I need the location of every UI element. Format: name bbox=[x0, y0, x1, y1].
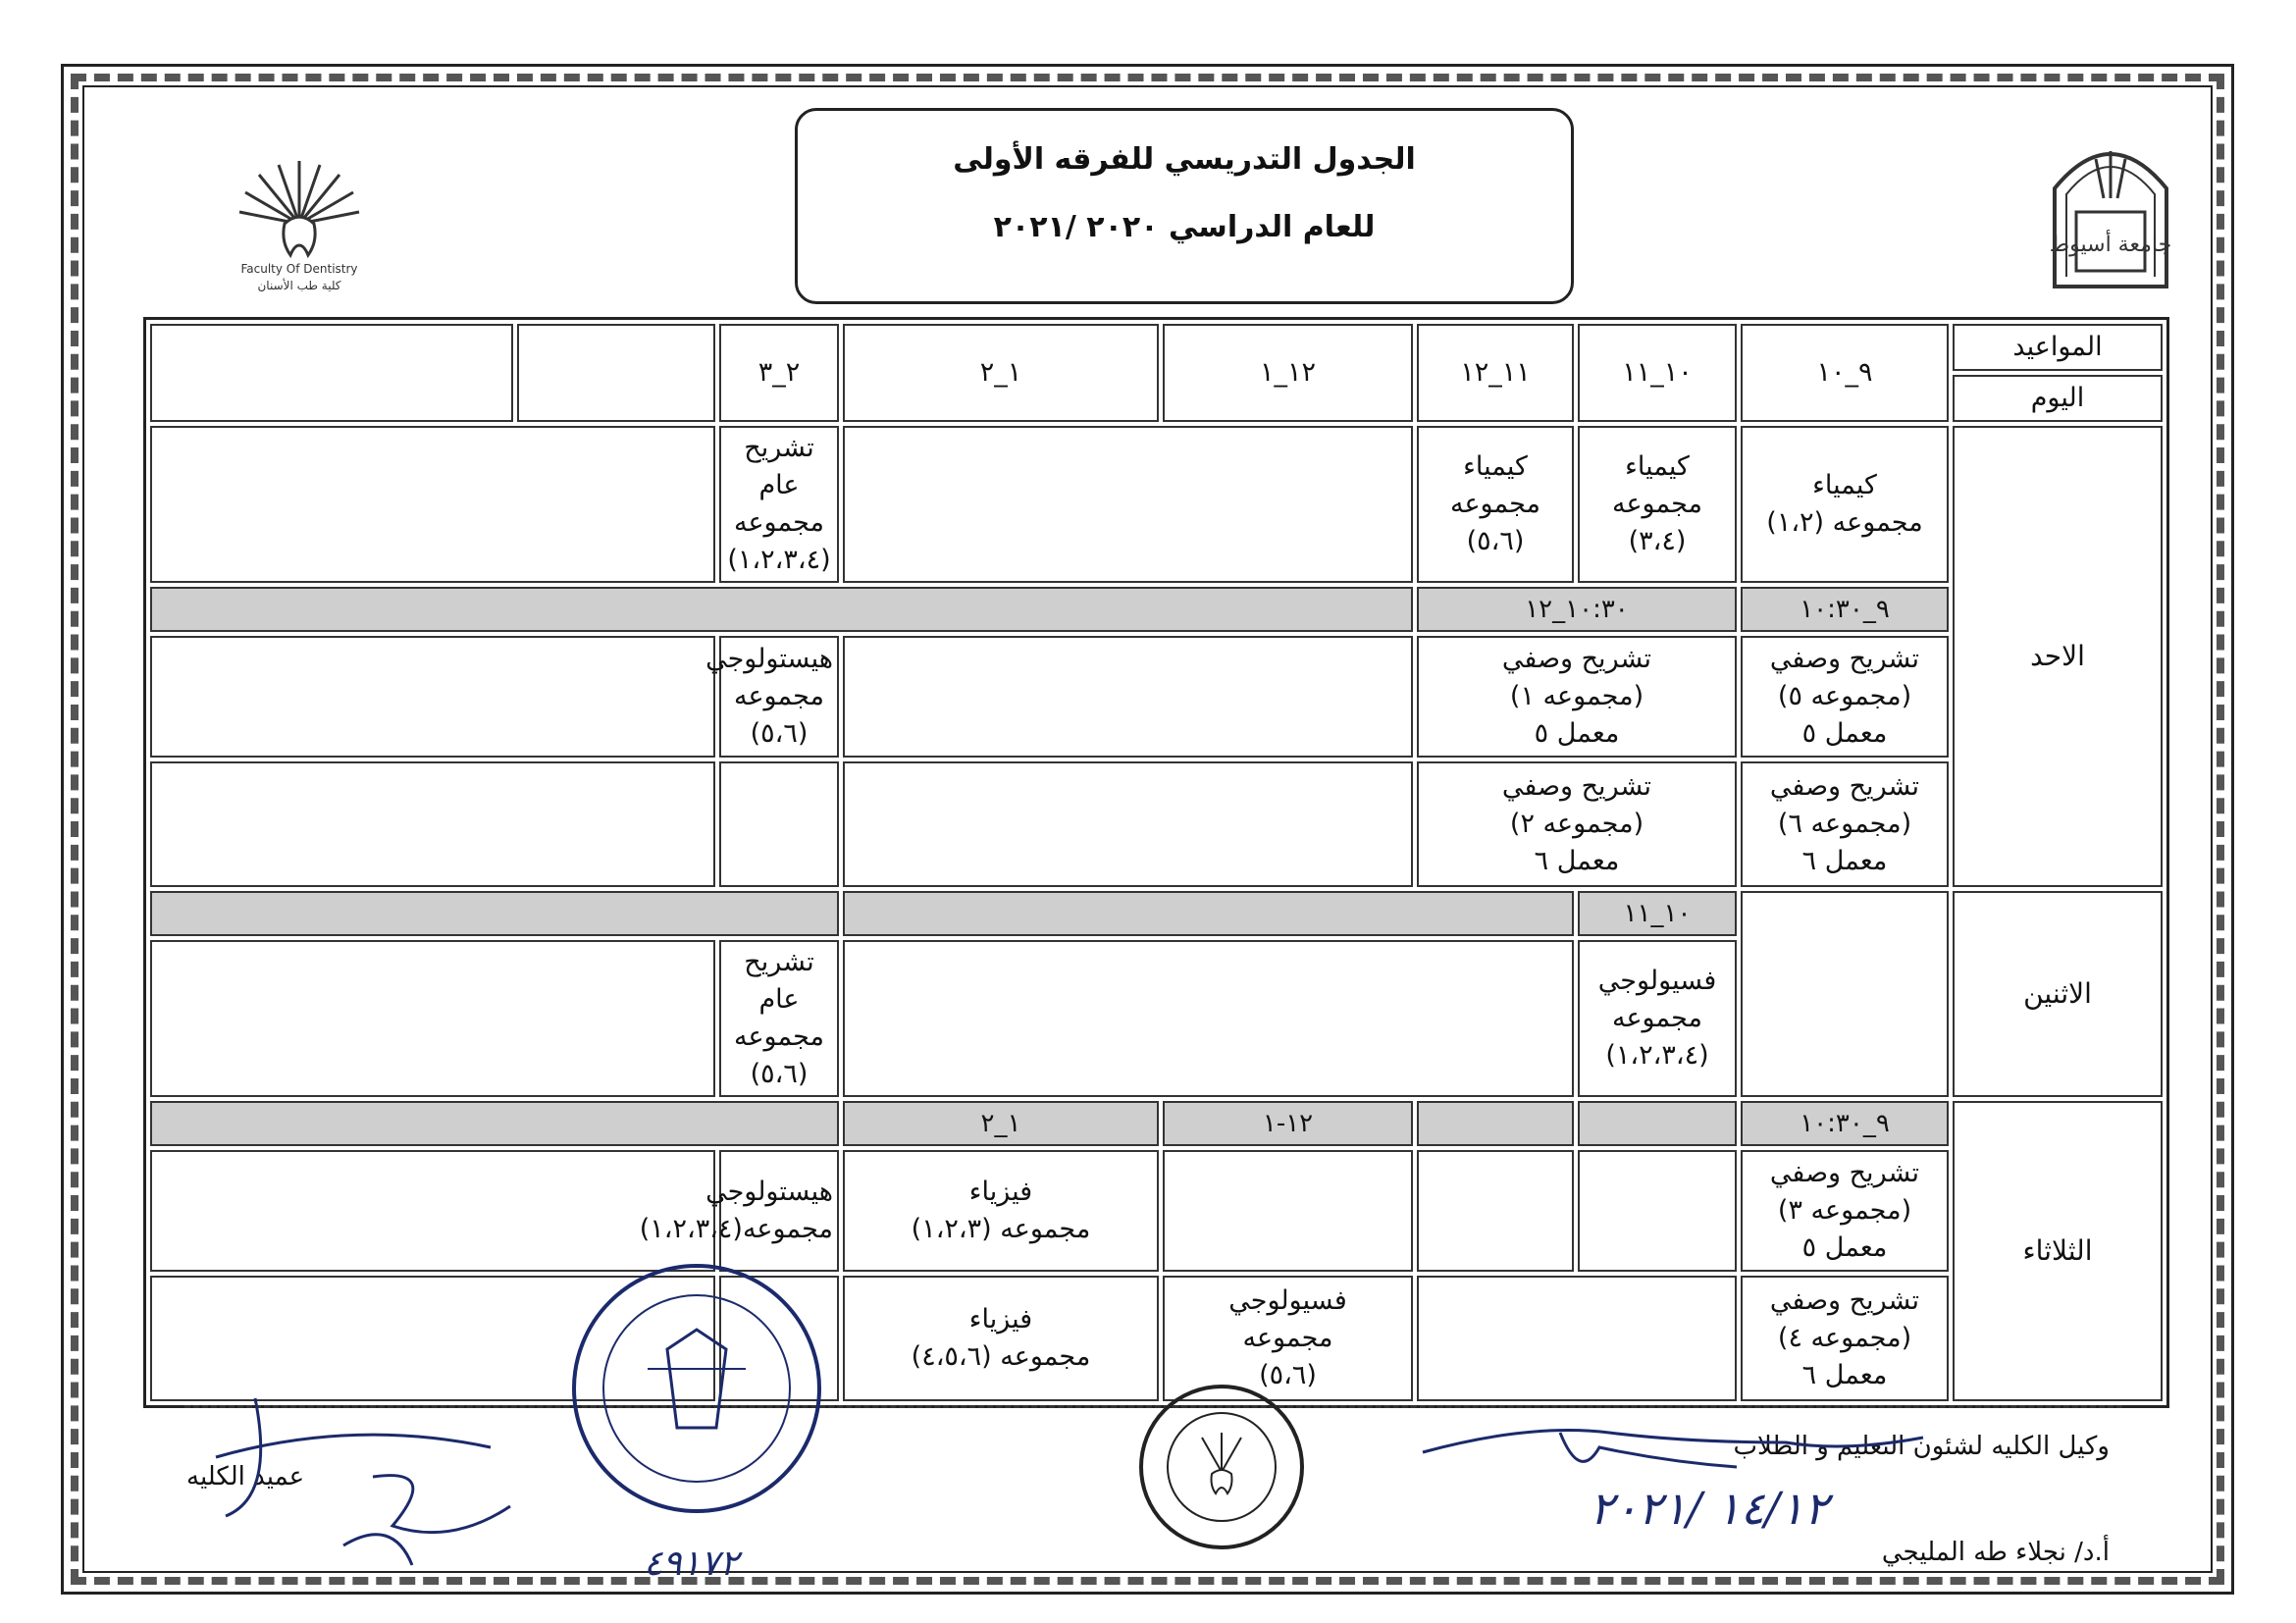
cell-line: مجموعه (٤،٥،٦) bbox=[911, 1341, 1091, 1372]
cell-line: معمل ٥ bbox=[1801, 718, 1888, 749]
cell-line: فيزياء bbox=[968, 1304, 1033, 1335]
cell-mon-10-11 bbox=[1578, 940, 1737, 1097]
dean-title: عميد الكليه bbox=[186, 1462, 305, 1492]
cell-line: مجموعه (٣،٤) bbox=[1611, 489, 1703, 556]
cell-line: معمل ٥ bbox=[1534, 718, 1620, 749]
cell-sun-r1-blank bbox=[150, 426, 715, 583]
cell-line: هيستولوجي bbox=[705, 1177, 833, 1207]
vice-dean-title: وكيل الكليه لشئون التعليم و الطلاب bbox=[1733, 1432, 2110, 1461]
band-sun-1030-12: ١٠:٣٠_١٢ bbox=[1417, 587, 1737, 632]
cell-line: معمل ٦ bbox=[1801, 846, 1888, 876]
cell-line: معمل ٦ bbox=[1801, 1360, 1888, 1390]
cell-tue-r2-10-12 bbox=[1417, 1276, 1737, 1401]
cell-line: مجموعه bbox=[1449, 489, 1541, 519]
header-time-blank-2 bbox=[150, 324, 513, 422]
cell-line: فيزياء bbox=[968, 1177, 1033, 1207]
cell-tue-r2-1-2 bbox=[843, 1276, 1159, 1401]
cell-sun-r1-9-10 bbox=[1741, 426, 1949, 583]
day-tuesday: الثلاثاء bbox=[1953, 1101, 2163, 1401]
cell-sun-r1-2-3 bbox=[719, 426, 839, 583]
cell-line: كيمياء bbox=[1812, 470, 1877, 500]
day-sunday: الاحد bbox=[1953, 426, 2163, 887]
cell-sun-r1-12-2 bbox=[843, 426, 1413, 583]
cell-line: تشريح وصفي bbox=[1501, 644, 1652, 674]
vice-dean-name: أ.د/ نجلاء طه المليجي bbox=[1881, 1538, 2110, 1567]
logo-caption-ar: كلية طب الأسنان bbox=[257, 279, 341, 292]
cell-line: تشريح وصفي bbox=[1769, 644, 1920, 674]
cell-line: (٥،٦) bbox=[1259, 1360, 1317, 1390]
cell-line: مجموعه (١،٢) bbox=[1766, 507, 1923, 538]
university-logo-text: جامعة أسيوط bbox=[2049, 233, 2172, 257]
cell-line: تشريح عام bbox=[744, 433, 814, 500]
cell-sun-r1-10-11 bbox=[1578, 426, 1737, 583]
cell-mon-blank bbox=[150, 940, 715, 1097]
band-tue-11-12 bbox=[1417, 1101, 1574, 1146]
header-time-2-3: ٢_٣ bbox=[719, 324, 839, 422]
band-mon-mid bbox=[843, 891, 1574, 936]
cell-line: (مجموعه ٤) bbox=[1777, 1323, 1912, 1353]
header-time-9-10: ٩_١٠ bbox=[1741, 324, 1949, 422]
cell-line: مجموعه (٥،٦) bbox=[733, 1021, 825, 1089]
cell-line: مجموعه bbox=[1242, 1323, 1333, 1353]
cell-line: مجموعه (١،٢،٣) bbox=[911, 1214, 1091, 1244]
cell-line: (مجموعه ٦) bbox=[1777, 809, 1912, 839]
cell-line: مجموعه (١،٢،٣،٤) bbox=[727, 507, 831, 575]
academic-year: للعام الدراسي ٢٠٢٠ /٢٠٢١ bbox=[993, 210, 1376, 244]
cell-mon-2-3 bbox=[719, 940, 839, 1097]
cell-line: تشريح وصفي bbox=[1769, 1158, 1920, 1188]
cell-tue-r1-blank bbox=[150, 1150, 715, 1272]
cell-line: كيمياء bbox=[1463, 451, 1528, 482]
logo-caption-en: Faculty Of Dentistry bbox=[240, 262, 358, 276]
handwritten-date: ١٤/١٢ /٢٠٢١ bbox=[1590, 1482, 1829, 1535]
cell-sun-r3-2-3 bbox=[719, 761, 839, 887]
cell-line: (مجموعه ٥) bbox=[1777, 681, 1912, 711]
header-time-11-12: ١١_١٢ bbox=[1417, 324, 1574, 422]
cell-sun-r2-2-3 bbox=[705, 636, 839, 758]
cell-tue-r1-11-12 bbox=[1417, 1150, 1574, 1272]
band-tue-1-2: ١_٢ bbox=[843, 1101, 1159, 1146]
official-faculty-stamp bbox=[1138, 1384, 1305, 1550]
header-time-blank-1 bbox=[517, 324, 715, 422]
cell-line: تشريح وصفي bbox=[1769, 1285, 1920, 1316]
cell-line: مجموعه bbox=[1611, 1003, 1703, 1033]
cell-line: تشريح وصفي bbox=[1769, 771, 1920, 802]
schedule-table bbox=[143, 317, 2169, 1408]
band-sun-9-1030: ٩_١٠:٣٠ bbox=[1741, 587, 1949, 632]
cell-sun-r2-12-2 bbox=[843, 636, 1413, 758]
cell-line: تشريح وصفي bbox=[1501, 771, 1652, 802]
cell-sun-r2-1030-12 bbox=[1417, 636, 1737, 758]
cell-line: معمل ٦ bbox=[1534, 846, 1620, 876]
cell-line: معمل ٥ bbox=[1801, 1232, 1888, 1263]
cell-sun-r2-blank bbox=[150, 636, 715, 758]
band-tue-rest bbox=[150, 1101, 839, 1146]
header-time-1-2: ١_٢ bbox=[843, 324, 1159, 422]
cell-line: (مجموعه ١) bbox=[1509, 681, 1644, 711]
header-time-10-11: ١٠_١١ bbox=[1578, 324, 1737, 422]
cell-line: (٥،٦) bbox=[1466, 526, 1525, 556]
band-tue-9-1030: ٩_١٠:٣٠ bbox=[1741, 1101, 1949, 1146]
cell-tue-r1-1-2 bbox=[843, 1150, 1159, 1272]
cell-sun-r2-9-1030 bbox=[1741, 636, 1949, 758]
cell-sun-r3-blank bbox=[150, 761, 715, 887]
cell-line: (مجموعه ٢) bbox=[1509, 809, 1644, 839]
cell-line: فسيولوجي bbox=[1228, 1285, 1347, 1316]
cell-tue-r1-12-1 bbox=[1163, 1150, 1413, 1272]
cell-line: هيستولوجي bbox=[705, 644, 833, 674]
dean-signature-icon bbox=[196, 1379, 520, 1575]
cell-line: تشريح عام bbox=[744, 947, 814, 1015]
cell-sun-r3-1030-12 bbox=[1417, 761, 1737, 887]
cell-sun-r3-12-2 bbox=[843, 761, 1413, 887]
cell-line: مجموعه (٥،٦) bbox=[733, 681, 825, 749]
cell-tue-r1-9-1030 bbox=[1741, 1150, 1949, 1272]
title-box bbox=[795, 108, 1574, 304]
header-day-label: اليوم bbox=[1953, 375, 2163, 422]
band-sun-rest bbox=[150, 587, 1413, 632]
band-tue-10-11 bbox=[1578, 1101, 1737, 1146]
vice-dean-signature-icon bbox=[1413, 1413, 1943, 1492]
cell-line: (مجموعه ٣) bbox=[1777, 1195, 1912, 1226]
cell-sun-r3-9-1030 bbox=[1741, 761, 1949, 887]
cell-tue-r1-10-11 bbox=[1578, 1150, 1737, 1272]
page-title: الجدول التدريسي للفرقه الأولى bbox=[953, 142, 1416, 177]
cell-line: (١،٢،٣،٤) bbox=[1605, 1040, 1709, 1071]
cell-line: كيمياء bbox=[1625, 451, 1690, 482]
cell-tue-r2-9-1030 bbox=[1741, 1276, 1949, 1401]
cell-mon-9-10 bbox=[1741, 891, 1949, 1097]
band-mon-rest bbox=[150, 891, 839, 936]
cell-sun-r1-11-12 bbox=[1417, 426, 1574, 583]
cell-line: مجموعه(١،٢،٣،٤) bbox=[639, 1214, 833, 1244]
cell-line: فسيولوجي bbox=[1597, 966, 1717, 996]
header-time-12-1: ١٢_١ bbox=[1163, 324, 1413, 422]
faculty-of-dentistry-logo bbox=[222, 147, 377, 296]
assiut-university-logo bbox=[2047, 130, 2174, 288]
cell-mon-11-2 bbox=[843, 940, 1574, 1097]
student-affairs-stamp bbox=[569, 1261, 824, 1516]
header-times-label: المواعيد bbox=[1953, 324, 2163, 371]
band-mon-10-11: ١٠_١١ bbox=[1578, 891, 1737, 936]
day-monday: الاثنين bbox=[1953, 891, 2163, 1097]
band-tue-12-1: ١٢-١ bbox=[1163, 1101, 1413, 1146]
cell-tue-r1-2-3 bbox=[639, 1150, 839, 1272]
cell-tue-r2-12-1 bbox=[1163, 1276, 1413, 1401]
serial-number: ٤٩١٧٢ bbox=[644, 1544, 739, 1584]
